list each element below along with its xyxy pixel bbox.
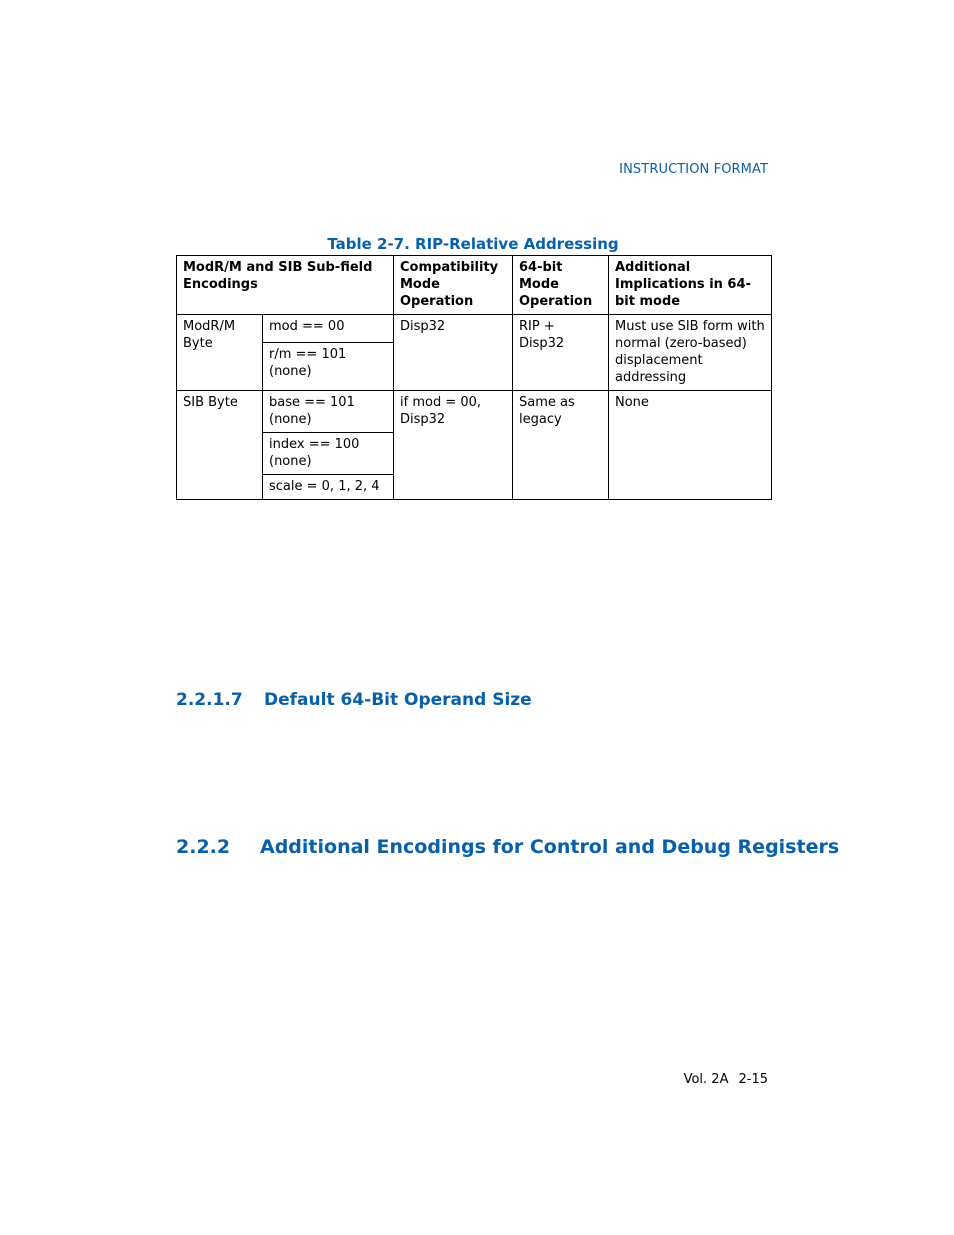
volume-label: Vol. 2A: [683, 1072, 729, 1087]
section-number: 2.2.1.7: [176, 690, 243, 710]
modrm-compat: Disp32: [394, 315, 513, 391]
page-footer: [684, 1072, 768, 1087]
section-heading-2217: [176, 690, 532, 710]
sib-label: SIB Byte: [177, 391, 263, 500]
rip-relative-addressing-table: [176, 255, 772, 500]
sib-compat: if mod = 00, Disp32: [394, 391, 513, 500]
header-64bit: 64-bit Mode Operation: [513, 256, 609, 315]
sib-sub-index: index == 100 (none): [263, 433, 394, 475]
section-heading-222: [176, 836, 839, 858]
modrm-sub-rm: r/m == 101 (none): [263, 343, 394, 391]
section-title: Default 64-Bit Operand Size: [264, 690, 532, 710]
sib-sub-scale: scale = 0, 1, 2, 4: [263, 475, 394, 500]
table-row: [177, 315, 772, 343]
modrm-64bit: RIP + Disp32: [513, 315, 609, 391]
section-title: Additional Encodings for Control and Debug Registers: [260, 836, 840, 858]
modrm-sub-mod: mod == 00: [263, 315, 394, 343]
sib-64bit: Same as legacy: [513, 391, 609, 500]
section-number: 2.2.2: [176, 836, 231, 858]
table-row: [177, 391, 772, 433]
page-number: 2-15: [738, 1072, 768, 1087]
running-header: INSTRUCTION FORMAT: [619, 162, 768, 177]
table-caption: Table 2-7. RIP-Relative Addressing: [327, 235, 619, 253]
sib-implications: None: [609, 391, 772, 500]
modrm-label: ModR/M Byte: [177, 315, 263, 391]
sib-sub-base: base == 101 (none): [263, 391, 394, 433]
table-header-row: [177, 256, 772, 315]
header-compat: Compatibility Mode Operation: [394, 256, 513, 315]
header-implications: Additional Implications in 64-bit mode: [609, 256, 772, 315]
header-encodings: ModR/M and SIB Sub-field Encodings: [177, 256, 394, 315]
modrm-implications: Must use SIB form with normal (zero-based) displacement addressing: [609, 315, 772, 391]
